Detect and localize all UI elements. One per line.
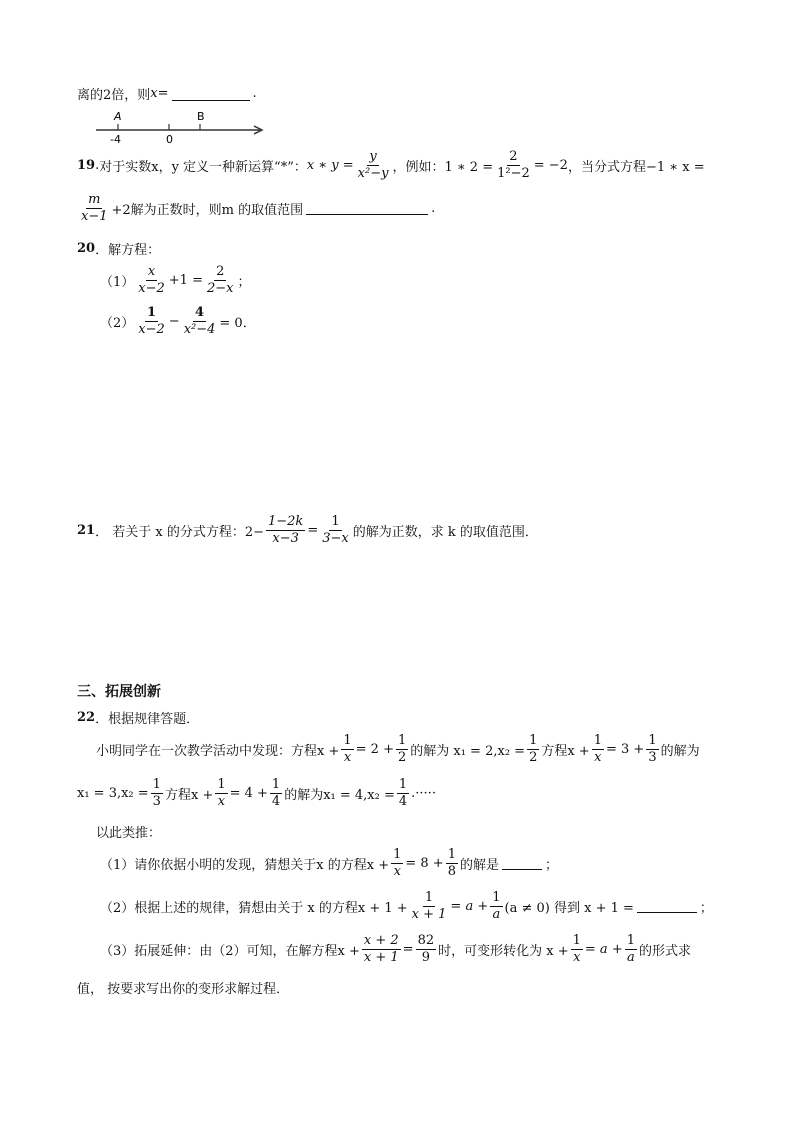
- q19-frac-m-num: m: [88, 192, 101, 207]
- q20-part2-frac1-den: x−2: [138, 321, 165, 337]
- q22-l1-frac2: [396, 734, 408, 764]
- q21-number: 21: [77, 522, 96, 538]
- q22-l2-frac2-den: x: [217, 793, 226, 809]
- q22-l1-frac3: [527, 734, 539, 764]
- q18-text: 离的2倍，则: [77, 88, 151, 103]
- q22-title-line: [77, 708, 199, 727]
- q20-part1: [100, 265, 251, 295]
- q22-l1-frac3-den: 2: [529, 749, 538, 765]
- q18-line: [77, 84, 257, 103]
- q22-p3-frac3: [571, 934, 583, 964]
- q22-l1-d: 方程x +: [541, 743, 590, 759]
- q22-l1-frac5-den: 3: [648, 749, 657, 765]
- q18-tail: .: [252, 86, 257, 101]
- q19-text2: ，例如：1 ∗ 2 =: [392, 159, 494, 175]
- q20-part2-minus: −: [168, 313, 180, 329]
- q18-var: x: [150, 86, 158, 101]
- q20-number: 20: [77, 241, 96, 256]
- q22-l1-frac5-num: 1: [648, 733, 657, 748]
- q22-p2-answer-blank[interactable]: [637, 899, 697, 913]
- q22-p1-a: （1）请你依据小明的发现，猜想关于x 的方程x +: [100, 857, 390, 873]
- q21-line: [77, 515, 538, 545]
- q20-part1-frac2-den: 2−x: [206, 280, 234, 296]
- q22-l1-frac4-den: x: [594, 749, 602, 765]
- q22-p3-b: =: [402, 941, 414, 957]
- q22-p3-frac2-num: 82: [417, 933, 435, 948]
- q22-l2-frac1-den: 3: [152, 793, 161, 809]
- q19-frac-example: [495, 150, 532, 180]
- q22-p1-frac2-num: 1: [447, 847, 456, 862]
- q22-p1-tail: ；: [545, 857, 559, 873]
- q19-dot: .: [95, 157, 100, 173]
- q19-frac-m: [79, 193, 110, 223]
- q22-part1: [100, 848, 558, 878]
- q20-title: ．解方程：: [95, 243, 161, 258]
- q22-l1-c: 的解为 x₁ = 2,x₂ =: [410, 743, 526, 759]
- q19-number: 19: [77, 157, 96, 173]
- label-zero: 0: [166, 133, 173, 146]
- q22-p3-e: 的形式求: [639, 943, 692, 959]
- q21-frac1-num: 1−2k: [268, 514, 304, 529]
- q19-frac-def: [356, 150, 391, 180]
- q22-l1-frac1-den: x: [343, 749, 352, 765]
- q19-expr-lhs: x ∗ y =: [306, 157, 354, 173]
- q22-p2-frac1: [410, 891, 449, 921]
- label-neg4: -4: [110, 133, 121, 146]
- q19-text1: 对于实数x，y 定义一种新运算“*”：: [99, 159, 307, 175]
- q22-l2-frac4-den: 4: [398, 793, 408, 809]
- q22-p2-c: (a ≠ 0) 得到 x + 1 =: [504, 900, 634, 916]
- q19-text4: +2解为正数时，则m 的取值范围: [111, 202, 304, 218]
- q20-part1-frac2-num: 2: [216, 264, 225, 279]
- q22-p3-frac2: [416, 934, 437, 964]
- q22-p2-frac1-num: 1: [424, 890, 434, 905]
- q22-title: ．根据规律答题．: [95, 712, 200, 727]
- q22-p2-tail: ；: [699, 900, 713, 916]
- q22-p1-frac1-num: 1: [393, 847, 402, 862]
- q22-p2-b: = a +: [450, 898, 489, 914]
- q22-l2-frac4: [397, 778, 409, 808]
- q19-tail: .: [431, 200, 436, 216]
- q22-l1-frac1: [341, 734, 353, 764]
- q22-p3-frac2-den: 9: [421, 949, 430, 965]
- q22-p1-frac2-den: 8: [447, 863, 456, 879]
- q22-l1-f: 的解为: [660, 743, 700, 759]
- q19-ex-result: = −2: [533, 157, 568, 173]
- q20-part2: [100, 306, 256, 336]
- q22-l1-e: = 3 +: [605, 741, 645, 757]
- q22-l1-a: 小明同学在一次教学活动中发现：方程x +: [96, 743, 340, 759]
- label-a: A: [114, 110, 122, 123]
- q22-l2-frac1: [151, 778, 163, 808]
- q19-frac-m-den: x−1: [81, 208, 108, 224]
- q22-l1-frac2-den: 2: [397, 749, 407, 765]
- q19-frac-example-num: 2: [509, 149, 518, 164]
- q22-l2-a: x₁ = 3,x₂ =: [77, 785, 149, 801]
- q21-frac1: [266, 515, 305, 545]
- q22-number: 22: [77, 710, 96, 725]
- q22-p1-frac1-den: x: [393, 863, 401, 879]
- q22-p3-frac4: [625, 934, 637, 964]
- q22-p1-b: = 8 +: [405, 855, 444, 871]
- q22-p3-frac1-den: x + 1: [363, 949, 399, 965]
- q22-l2-frac3: [270, 778, 282, 808]
- q21-frac2: [320, 515, 351, 545]
- q22-l1-frac4: [592, 734, 604, 764]
- q21-text2: 的解为正数，求 k 的取值范围．: [352, 524, 538, 540]
- q22-l2-frac4-num: 1: [398, 777, 408, 792]
- q19-line1: [77, 150, 705, 180]
- q20-part1-frac1-num: x: [147, 264, 156, 279]
- q21-text1: ． 若关于 x 的分式方程：2−: [95, 524, 264, 540]
- q22-p3-c: 时，可变形转化为 x +: [438, 943, 569, 959]
- q20-part2-frac2-den: x²−4: [183, 321, 216, 337]
- q18-eq: =: [157, 86, 169, 101]
- q22-p1-answer-blank[interactable]: [502, 856, 542, 870]
- q22-l2-b: 方程x +: [164, 787, 214, 803]
- q18-answer-blank[interactable]: [172, 87, 250, 101]
- q22-p3-frac1-num: x + 2: [363, 933, 399, 948]
- q22-l1-frac2-num: 1: [397, 733, 407, 748]
- q22-p3-frac4-den: a: [626, 949, 635, 965]
- q22-l2-frac3-den: 4: [271, 793, 281, 809]
- q20-part1-frac1: [136, 265, 167, 295]
- label-b: B: [197, 110, 205, 123]
- q22-part2: [100, 891, 713, 921]
- q20-part1-tail: ；: [237, 274, 251, 290]
- q22-p3-frac3-den: x: [573, 949, 581, 965]
- q22-l2-frac3-num: 1: [271, 777, 281, 792]
- q22-line3: 以此类推：: [96, 826, 162, 841]
- q20-part2-tail: = 0．: [219, 315, 256, 331]
- q22-p2-frac2-num: 1: [492, 890, 501, 905]
- q21-frac2-den: 3−x: [322, 530, 349, 546]
- q20-part1-frac1-den: x−2: [138, 280, 165, 296]
- q21-frac1-den: x−3: [272, 530, 299, 546]
- q20-part2-frac2: [182, 306, 218, 336]
- q22-l2-d: 的解为x₁ = 4,x₂ =: [284, 787, 395, 803]
- q22-line2: [77, 778, 436, 808]
- q19-line2: [77, 193, 435, 223]
- q20-part2-label: （2）: [100, 315, 135, 331]
- q20-part2-frac1: [136, 306, 167, 336]
- q22-p1-frac1: [391, 848, 403, 878]
- section-3-title: 三、拓展创新: [77, 684, 161, 700]
- q22-l2-frac2-num: 1: [217, 777, 226, 792]
- q20-title-line: [77, 239, 160, 258]
- q22-l1-frac5: [646, 734, 658, 764]
- q20-part1-label: （1）: [100, 274, 135, 290]
- q22-p3-frac3-num: 1: [572, 933, 581, 948]
- q21-frac2-num: 1: [331, 514, 340, 529]
- q22-part3-line2: 值， 按要求写出你的变形求解过程．: [77, 982, 290, 997]
- q22-l1-frac3-num: 1: [529, 733, 538, 748]
- q22-p3-frac1: [362, 934, 401, 964]
- q20-part1-mid: +1 =: [168, 272, 203, 288]
- q19-frac-example-den: 1²−2: [497, 165, 530, 181]
- q22-l1-frac1-num: 1: [343, 733, 352, 748]
- q20-part2-frac1-num: 1: [147, 305, 157, 320]
- q22-line1: [96, 734, 700, 764]
- q21-eq: =: [307, 522, 319, 538]
- q22-p2-frac1-den: x + 1: [411, 906, 447, 922]
- q20-part1-frac2: [205, 265, 236, 295]
- number-line-figure: [92, 108, 272, 148]
- q22-p2-a: （2）根据上述的规律，猜想由关于 x 的方程x + 1 +: [100, 900, 408, 916]
- q22-p2-frac2-den: a: [492, 906, 501, 922]
- q22-p1-c: 的解是: [459, 857, 499, 873]
- q22-p3-frac4-num: 1: [626, 933, 635, 948]
- q22-p3-d: = a +: [584, 941, 623, 957]
- q20-part2-frac2-num: 4: [195, 305, 205, 320]
- q22-l2-frac1-num: 1: [152, 777, 161, 792]
- q22-part3: [100, 934, 691, 964]
- q19-answer-blank[interactable]: [306, 201, 428, 215]
- q19-frac-def-num: y: [369, 149, 377, 164]
- q22-l1-b: = 2 +: [355, 741, 394, 757]
- q22-l1-frac4-num: 1: [593, 733, 602, 748]
- q22-l2-frac2: [215, 778, 227, 808]
- q22-l2-e: .·····: [411, 785, 436, 801]
- q22-p2-frac2: [490, 891, 502, 921]
- q22-p1-frac2: [446, 848, 458, 878]
- q22-l2-c: = 4 +: [229, 785, 268, 801]
- q19-text3: ，当分式方程−1 ∗ x =: [567, 159, 705, 175]
- q22-p3-a: （3）拓展延伸：由（2）可知，在解方程x +: [100, 943, 360, 959]
- q19-frac-def-den: x²−y: [357, 165, 389, 181]
